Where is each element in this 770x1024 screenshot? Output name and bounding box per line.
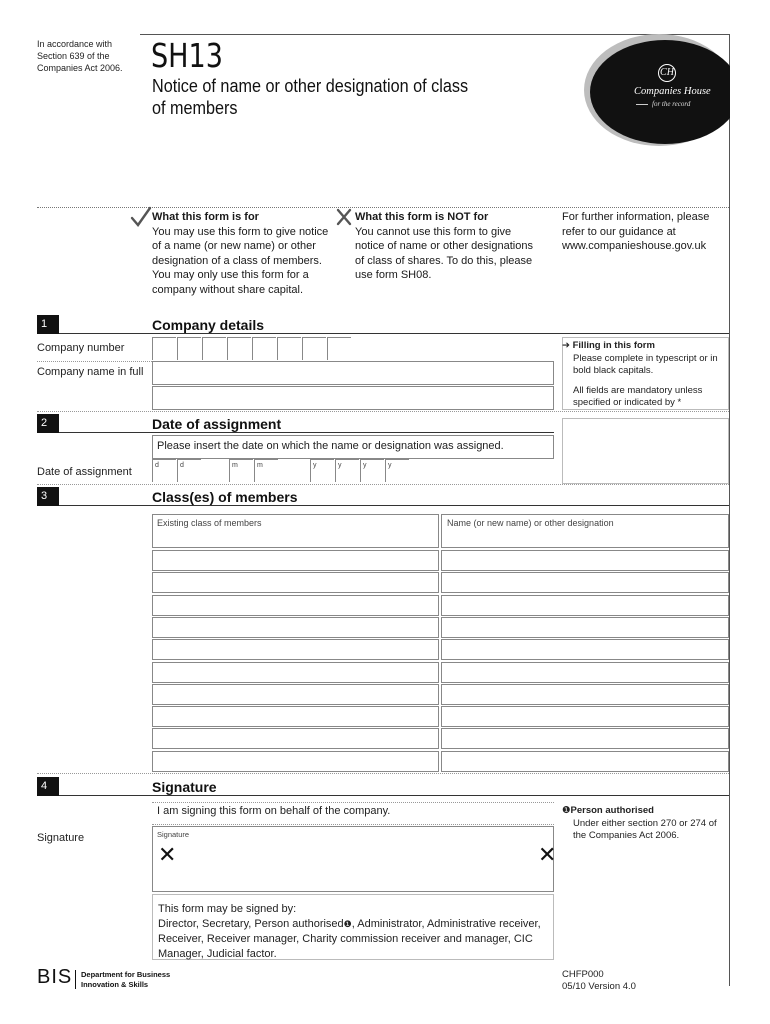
- section-2-number: 2: [37, 414, 59, 433]
- form-version: [562, 969, 636, 993]
- section-4-rule: [59, 795, 729, 796]
- section-2-title: Date of assignment: [152, 416, 282, 432]
- section-3-number: 3: [37, 487, 59, 506]
- bis-logo: BIS: [37, 966, 73, 988]
- section-1-number: 1: [37, 315, 59, 334]
- company-number-label: Company number: [37, 342, 125, 354]
- legislation-note: In accordance with Section 639 of the Companies Act 2006.: [37, 39, 123, 73]
- new-designation-input[interactable]: [441, 684, 729, 705]
- signature-label: Signature: [37, 832, 85, 844]
- form-reference-code: CHFP000: [562, 969, 604, 980]
- section-1-rule: [59, 333, 729, 334]
- form-is-for-heading: What this form is for: [152, 211, 259, 223]
- new-designation-input[interactable]: [441, 572, 729, 593]
- existing-class-input[interactable]: [152, 550, 439, 571]
- page-right-rule: [729, 34, 730, 986]
- existing-class-input[interactable]: [152, 572, 439, 593]
- signing-behalf-text: I am signing this form on behalf of the company.: [157, 805, 391, 817]
- section-2-side-box: [562, 418, 729, 484]
- form-is-not-for: [355, 210, 540, 283]
- new-designation-input[interactable]: [441, 751, 729, 772]
- filling-body: Please complete in typescript or in bold black capitals.: [573, 352, 718, 376]
- logo-name: Companies House: [634, 86, 711, 97]
- form-not-for-heading: What this form is NOT for: [355, 211, 489, 223]
- existing-class-input[interactable]: [152, 595, 439, 616]
- existing-class-input[interactable]: [152, 662, 439, 683]
- company-name-label: Company name in full: [37, 366, 144, 378]
- existing-class-header: Existing class of members: [157, 518, 262, 528]
- new-designation-header: Name (or new name) or other designation: [447, 518, 614, 528]
- bis-logo-divider: [75, 970, 76, 989]
- form-not-for-body: You cannot use this form to give notice of name or other designations of class of shares. To do this, please use form SH08.: [355, 225, 533, 281]
- new-designation-input[interactable]: [441, 706, 729, 727]
- mandatory-note: All fields are mandatory unless specified or indicated by *: [573, 384, 703, 408]
- person-authorised-heading: Person authorised: [570, 805, 654, 816]
- new-designation-input[interactable]: [441, 639, 729, 660]
- sign-here-right-x-icon: ✕: [538, 843, 557, 868]
- date-of-assignment-label: Date of assignment: [37, 466, 132, 478]
- form-is-for-body: You may use this form to give notice of a name (or new name) or other designation of a class of members. You may only use this form for a company without share capital.: [152, 225, 329, 296]
- note-ref-icon: ❶: [562, 805, 571, 816]
- person-authorised-note: [562, 805, 724, 843]
- arrow-right-icon: ➔: [562, 340, 570, 351]
- form-is-for: [152, 210, 337, 297]
- signatories-heading: This form may be signed by:: [158, 903, 297, 915]
- sign-here-left-x-icon: ✕: [158, 843, 177, 868]
- logo-tagline: for the record: [652, 100, 691, 108]
- new-designation-input[interactable]: [441, 617, 729, 638]
- form-code: SH13: [151, 36, 223, 75]
- companies-house-logo: [576, 34, 730, 147]
- cross-icon: [336, 208, 352, 226]
- company-name-input[interactable]: [152, 361, 554, 385]
- section-4-number: 4: [37, 777, 59, 796]
- classes-table: [152, 514, 729, 772]
- filling-guidance: [562, 340, 724, 410]
- company-name-input-line-2[interactable]: [152, 386, 554, 410]
- crest-icon: CH: [658, 64, 676, 82]
- note-ref-icon-inline: ❶: [343, 919, 352, 929]
- existing-class-input[interactable]: [152, 751, 439, 772]
- filling-heading: Filling in this form: [572, 340, 655, 351]
- existing-class-input[interactable]: [152, 728, 439, 749]
- existing-class-input[interactable]: [152, 617, 439, 638]
- further-information: For further information, please refer to our guidance at www.companieshouse.gov.uk: [562, 211, 710, 252]
- date-instruction: Please insert the date on which the name or designation was assigned.: [157, 440, 504, 452]
- version-text: 05/10 Version 4.0: [562, 981, 636, 992]
- form-title: Notice of name or other designation of class of members: [152, 76, 469, 118]
- existing-class-input[interactable]: [152, 639, 439, 660]
- section-3-title: Class(es) of members: [152, 489, 298, 505]
- date-of-assignment-input[interactable]: d d m m y y y y: [152, 459, 412, 483]
- section-2-rule: [59, 432, 554, 433]
- existing-class-input[interactable]: [152, 684, 439, 705]
- section-1-title: Company details: [152, 317, 265, 333]
- signatories-text: This form may be signed by: Director, Secretary, Person authorised❶, Administrator, Administrative receiver, Receiver, Receiver manager, Charity commission receiver and manager, CIC Manager, Judicial factor.: [158, 902, 550, 962]
- signature-field[interactable]: [152, 826, 557, 892]
- department-name: Department for Business Innovation & Skills: [81, 970, 171, 989]
- new-designation-input[interactable]: [441, 550, 729, 571]
- new-designation-input[interactable]: [441, 595, 729, 616]
- section-4-title: Signature: [152, 779, 217, 795]
- company-number-input[interactable]: [152, 337, 352, 361]
- existing-class-input[interactable]: [152, 706, 439, 727]
- person-authorised-body: Under either section 270 or 274 of the Companies Act 2006.: [573, 817, 717, 841]
- signature-box-label: Signature: [157, 830, 190, 839]
- new-designation-input[interactable]: [441, 662, 729, 683]
- section-3-rule: [59, 505, 729, 506]
- check-icon: [130, 206, 152, 228]
- new-designation-input[interactable]: [441, 728, 729, 749]
